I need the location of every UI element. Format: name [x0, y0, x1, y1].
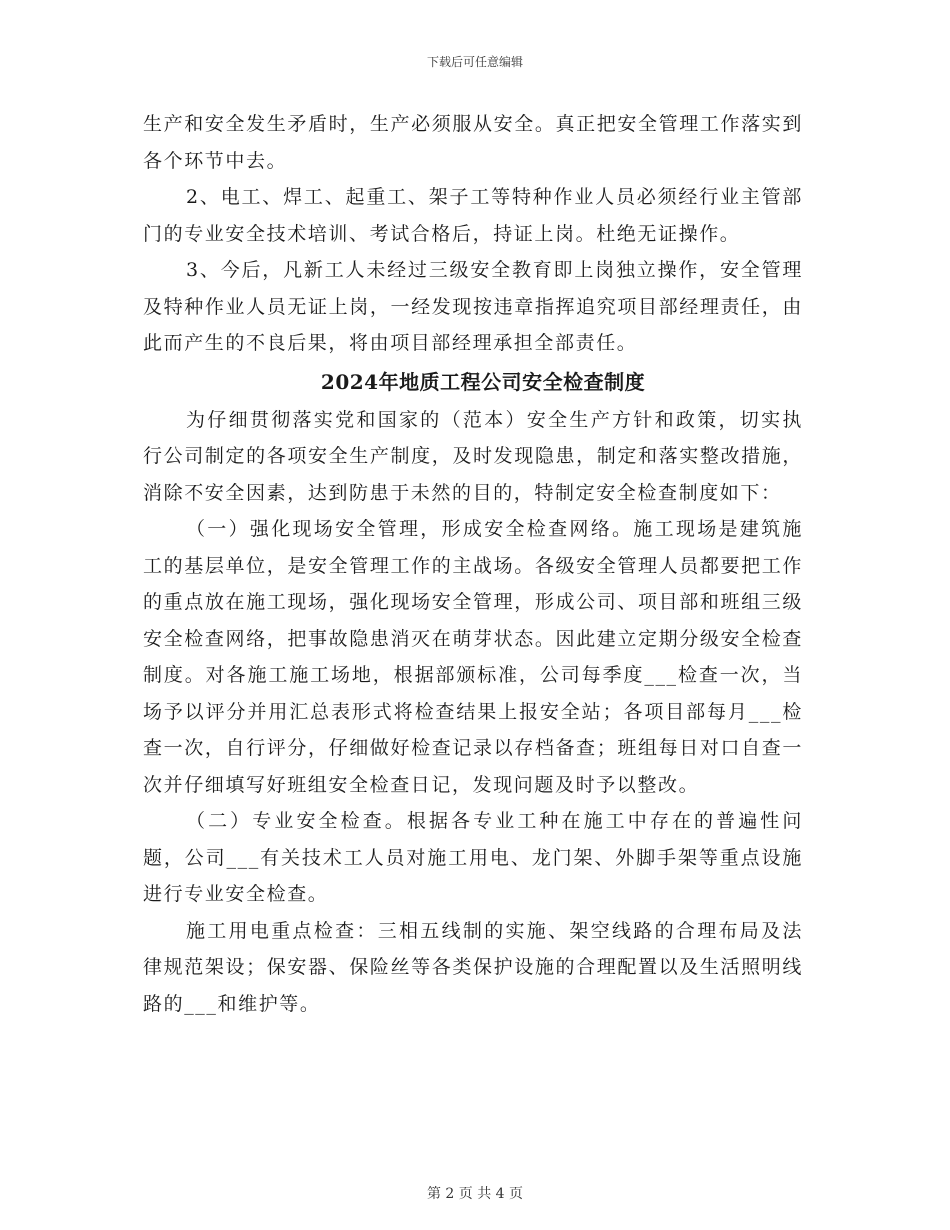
paragraph-item-2: 2、电工、焊工、起重工、架子工等特种作业人员必须经行业主管部门的专业安全技术培训、考试合格后，持证上岗。杜绝无证操作。 [143, 186, 803, 245]
paragraph-electrical-check: 施工用电重点检查：三相五线制的实施、架空线路的合理布局及法律规范架设；保安器、保险丝等各类保护设施的合理配置以及生活照明线路的___和维护等。 [143, 919, 803, 1015]
paragraph-intro: 为仔细贯彻落实党和国家的（范本）安全生产方针和政策，切实执行公司制定的各项安全生产制度，及时发现隐患，制定和落实整改措施，消除不安全因素，达到防患于未然的目的，特制定安全检查制度如下： [143, 408, 803, 504]
document-body [143, 106, 803, 1022]
page-footer: 第 2 页 共 4 页 [426, 1186, 524, 1202]
section-title: 2024年地质工程公司安全检查制度 [320, 369, 646, 394]
page-header: 下载后可任意编辑 [426, 55, 523, 69]
paragraph-continuation: 生产和安全发生矛盾时，生产必须服从安全。真正把安全管理工作落实到各个环节中去。 [143, 113, 803, 172]
paragraph-section-1: （一）强化现场安全管理，形成安全检查网络。施工现场是建筑施工的基层单位，是安全管理工作的主战场。各级安全管理人员都要把工作的重点放在施工现场，强化现场安全管理，形成公司、项目部和班组三级安全检查网络，把事故隐患消灭在萌芽状态。因此建立定期分级安全检查制度。对各施工施工场地，根据部颁标准，公司每季度___检查一次，当场予以评分并用汇总表形式将检查结果上报安全站；各项目部每月___检查一次，自行评分，仔细做好检查记录以存档备查；班组每日对口自查一次并仔细填写好班组安全检查日记，发现问题及时予以整改。 [143, 518, 803, 796]
paragraph-section-2: （二）专业安全检查。根据各专业工种在施工中存在的普遍性问题，公司___有关技术工人员对施工用电、龙门架、外脚手架等重点设施进行专业安全检查。 [143, 810, 803, 905]
paragraph-item-3: 3、今后，凡新工人未经过三级安全教育即上岗独立操作，安全管理及特种作业人员无证上岗，一经发现按违章指挥追究项目部经理责任，由此而产生的不良后果，将由项目部经理承担全部责任。 [143, 259, 803, 354]
